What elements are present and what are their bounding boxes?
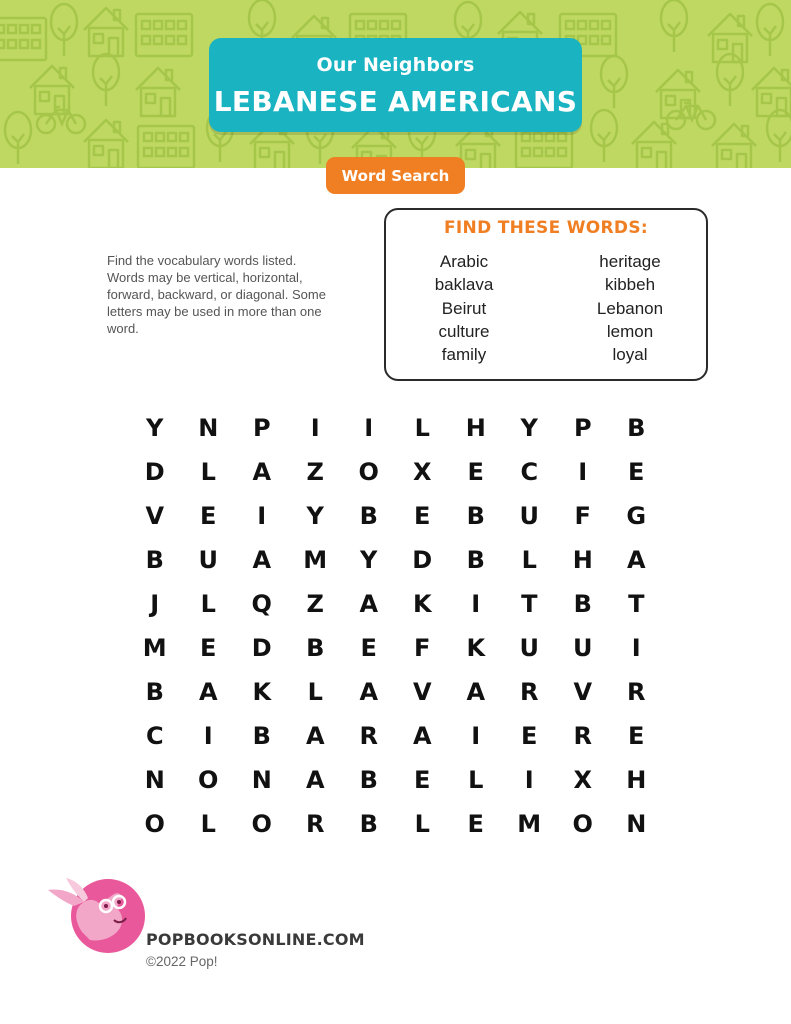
grid-letter: B	[466, 546, 485, 574]
grid-row	[128, 494, 663, 538]
grid-letter: K	[466, 634, 486, 662]
grid-row	[128, 714, 663, 758]
grid-letter: V	[412, 678, 432, 706]
copyright-text: ©2022 Pop!	[146, 954, 218, 969]
grid-letter: K	[412, 590, 432, 618]
grid-letter: N	[144, 766, 165, 794]
grid-letter: I	[203, 722, 213, 750]
grid-row	[128, 670, 663, 714]
grid-letter: A	[305, 722, 325, 750]
grid-letter: B	[252, 722, 271, 750]
grid-letter: E	[467, 458, 484, 486]
grid-row	[128, 802, 663, 846]
grid-row	[128, 538, 663, 582]
grid-letter: R	[573, 722, 592, 750]
grid-letter: T	[521, 590, 538, 618]
grid-letter: U	[519, 502, 539, 530]
grid-letter: N	[198, 414, 219, 442]
grid-letter: N	[626, 810, 647, 838]
grid-letter: B	[359, 502, 378, 530]
grid-letter: E	[414, 766, 431, 794]
grid-letter: A	[359, 590, 379, 618]
grid-letter: F	[574, 502, 591, 530]
grid-letter: J	[150, 590, 160, 618]
grid-row	[128, 450, 663, 494]
grid-letter: I	[631, 634, 641, 662]
grid-letter: A	[626, 546, 646, 574]
grid-letter: A	[252, 458, 272, 486]
grid-letter: L	[521, 546, 537, 574]
grid-letter: L	[414, 810, 430, 838]
grid-letter: E	[467, 810, 484, 838]
word-item: Arabic	[439, 252, 489, 271]
grid-letter: L	[200, 458, 216, 486]
grid-letter: N	[251, 766, 272, 794]
grid-row	[128, 406, 663, 450]
grid-letter: L	[200, 590, 216, 618]
grid-letter: O	[198, 766, 219, 794]
grid-row	[128, 758, 663, 802]
grid-letter: T	[628, 590, 645, 618]
grid-letter: B	[627, 414, 646, 442]
grid-letter: V	[145, 502, 165, 530]
grid-letter: M	[517, 810, 542, 838]
page-title: LEBANESE AMERICANS	[213, 85, 578, 118]
grid-letter: E	[414, 502, 431, 530]
letter-grid	[128, 406, 663, 846]
page-subtitle: Our Neighbors	[316, 54, 475, 76]
grid-letter: Y	[146, 414, 164, 442]
word-list-title: FIND THESE WORDS:	[444, 218, 648, 238]
grid-letter: L	[200, 810, 216, 838]
grid-letter: M	[142, 634, 167, 662]
word-list-left-column	[394, 250, 534, 366]
grid-letter: E	[521, 722, 538, 750]
activity-tag	[326, 157, 465, 194]
grid-letter: D	[412, 546, 433, 574]
grid-letter: D	[251, 634, 272, 662]
grid-letter: B	[145, 678, 164, 706]
grid-letter: O	[251, 810, 272, 838]
grid-letter: R	[359, 722, 378, 750]
grid-letter: X	[412, 458, 432, 486]
grid-row	[128, 626, 663, 670]
grid-letter: U	[198, 546, 218, 574]
grid-letter: Z	[306, 590, 324, 618]
grid-letter: L	[307, 678, 323, 706]
grid-letter: Y	[520, 414, 538, 442]
word-item: lemon	[606, 321, 654, 341]
grid-letter: A	[305, 766, 325, 794]
grid-letter: U	[519, 634, 539, 662]
grid-letter: B	[359, 766, 378, 794]
grid-letter: B	[306, 634, 325, 662]
grid-letter: P	[252, 414, 271, 442]
word-item: culture	[438, 321, 490, 341]
grid-letter: O	[144, 810, 165, 838]
grid-letter: Z	[306, 458, 324, 486]
grid-letter: H	[626, 766, 647, 794]
word-item: heritage	[599, 252, 661, 271]
word-list-right-column	[560, 250, 700, 366]
grid-letter: R	[306, 810, 325, 838]
grid-letter: I	[471, 590, 481, 618]
grid-letter: L	[414, 414, 430, 442]
grid-letter: V	[573, 678, 593, 706]
grid-letter: R	[627, 678, 646, 706]
grid-letter: E	[628, 458, 645, 486]
grid-letter: Q	[251, 590, 272, 618]
grid-letter: I	[364, 414, 374, 442]
grid-letter: A	[198, 678, 218, 706]
grid-letter: G	[626, 502, 647, 530]
grid-letter: B	[573, 590, 592, 618]
grid-letter: U	[573, 634, 593, 662]
activity-tag-label: Word Search	[341, 167, 450, 185]
grid-letter: K	[252, 678, 272, 706]
grid-letter: D	[144, 458, 165, 486]
grid-letter: B	[359, 810, 378, 838]
grid-letter: I	[524, 766, 534, 794]
grid-letter: O	[572, 810, 593, 838]
pink-kangaroo-logo-icon	[44, 872, 150, 956]
grid-letter: A	[466, 678, 486, 706]
grid-letter: E	[200, 502, 217, 530]
grid-letter: I	[578, 458, 588, 486]
grid-letter: E	[360, 634, 377, 662]
word-item: baklava	[434, 275, 494, 295]
grid-letter: B	[466, 502, 485, 530]
grid-letter: M	[303, 546, 328, 574]
grid-letter: E	[628, 722, 645, 750]
grid-letter: F	[414, 634, 431, 662]
grid-letter: H	[465, 414, 486, 442]
grid-letter: I	[471, 722, 481, 750]
grid-letter: R	[520, 678, 539, 706]
grid-letter: P	[573, 414, 592, 442]
grid-row	[128, 582, 663, 626]
word-item: Beirut	[441, 298, 487, 318]
grid-letter: A	[359, 678, 379, 706]
grid-letter: A	[252, 546, 272, 574]
grid-letter: I	[310, 414, 320, 442]
word-item: family	[441, 345, 487, 365]
instructions-text: Find the vocabulary words listed. Words may be vertical, horizontal, forward, backward, or diagonal. Some letters may be used in more than one word.	[107, 253, 326, 336]
grid-letter: Y	[306, 502, 324, 530]
grid-letter: C	[520, 458, 539, 486]
word-item: loyal	[612, 345, 648, 365]
grid-letter: C	[145, 722, 164, 750]
grid-letter: L	[468, 766, 484, 794]
title-box	[209, 38, 582, 132]
word-list-box	[384, 208, 708, 381]
grid-letter: Y	[360, 546, 378, 574]
brand-name: POPBOOKSONLINE.COM	[146, 930, 365, 949]
grid-letter: O	[358, 458, 379, 486]
word-item: kibbeh	[604, 275, 656, 295]
grid-letter: H	[572, 546, 593, 574]
grid-letter: E	[200, 634, 217, 662]
grid-letter: I	[257, 502, 267, 530]
grid-letter: X	[573, 766, 592, 794]
word-item: Lebanon	[596, 298, 664, 318]
grid-letter: B	[145, 546, 164, 574]
grid-letter: A	[412, 722, 432, 750]
